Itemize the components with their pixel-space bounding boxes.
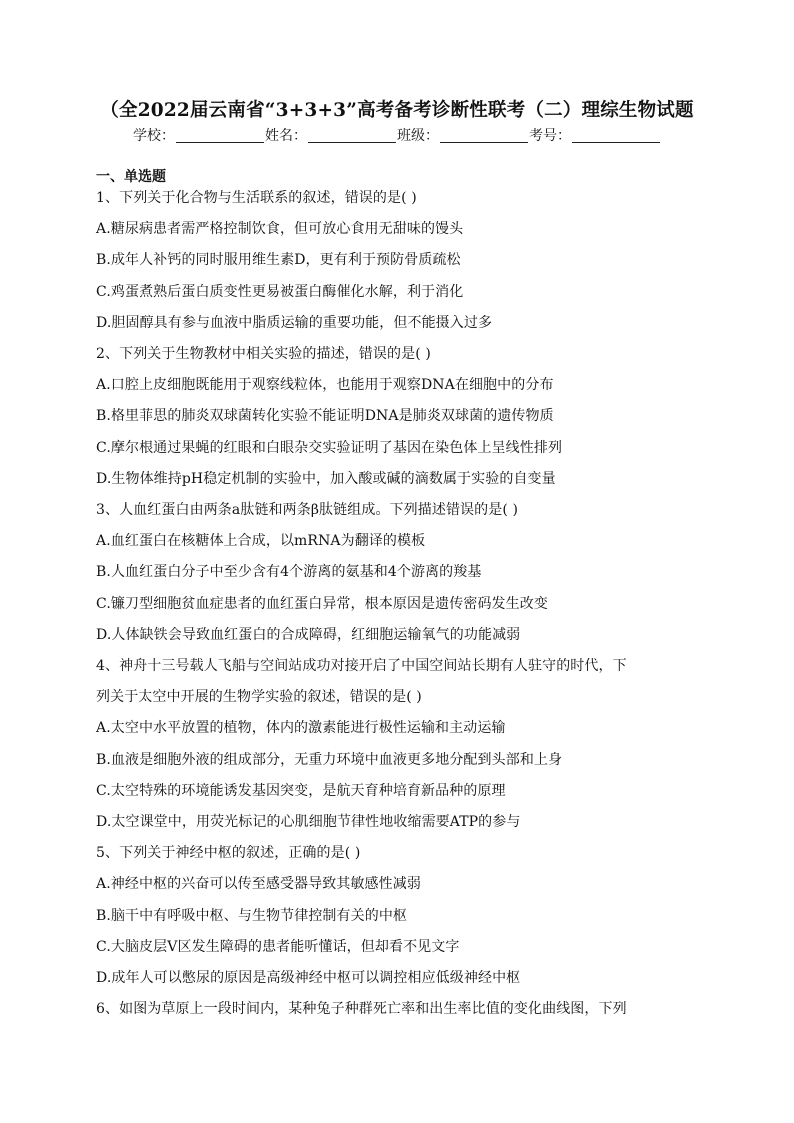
class-blank[interactable]	[440, 128, 528, 143]
answer-option: D.胆固醇具有参与血液中脂质运输的重要功能，但不能摄入过多	[96, 314, 493, 331]
answer-option: B.血液是细胞外液的组成部分，无重力环境中血液更多地分配到头部和上身	[96, 751, 563, 768]
answer-option: B.成年人补钙的同时服用维生素D，更有利于预防骨质疏松	[96, 252, 461, 269]
question-stem: 4、神舟十三号载人飞船与空间站成功对接开启了中国空间站长期有人驻守的时代，下	[96, 658, 627, 674]
school-blank[interactable]	[176, 128, 264, 143]
question-stem: 2、下列关于生物教材中相关实验的描述，错误的是( )	[96, 346, 431, 362]
exam-no-blank[interactable]	[572, 128, 660, 143]
answer-option: B.脑干中有呼吸中枢、与生物节律控制有关的中枢	[96, 907, 408, 924]
question-stem: 1、下列关于化合物与生活联系的叙述，错误的是( )	[96, 190, 417, 206]
school-label: 学校：	[133, 128, 175, 144]
name-blank[interactable]	[308, 128, 396, 143]
answer-option: C.太空特殊的环境能诱发基因突变，是航天育种培育新品种的原理	[96, 782, 506, 799]
question-stem: 3、人血红蛋白由两条a肽链和两条β肽链组成。下列描述错误的是( )	[96, 502, 519, 518]
answer-option: D.生物体维持pH稳定机制的实验中，加入酸或碱的滴数属于实验的自变量	[96, 470, 556, 487]
answer-option: C.镰刀型细胞贫血症患者的血红蛋白异常，根本原因是遗传密码发生改变	[96, 595, 548, 612]
class-label: 班级：	[397, 128, 439, 144]
answer-option: A.血红蛋白在核糖体上合成，以mRNA为翻译的模板	[96, 533, 426, 550]
student-info-row	[0, 125, 794, 145]
exam-no-label: 考号：	[529, 128, 571, 144]
question-stem-continued: 列关于太空中开展的生物学实验的叙述，错误的是( )	[96, 689, 422, 706]
document-title: （全2022届云南省“3+3+3”高考备考诊断性联考（二）理综生物试题	[100, 100, 694, 121]
answer-option: D.成年人可以憋尿的原因是高级神经中枢可以调控相应低级神经中枢	[96, 970, 521, 986]
question-stem: 6、如图为草原上一段时间内，某种兔子种群死亡率和出生率比值的变化曲线图，下列	[96, 1001, 627, 1018]
answer-option: A.口腔上皮细胞既能用于观察线粒体，也能用于观察DNA在细胞中的分布	[96, 377, 554, 394]
answer-option: C.大脑皮层V区发生障碍的患者能听懂话，但却看不见文字	[96, 938, 460, 955]
question-stem: 5、下列关于神经中枢的叙述，正确的是( )	[96, 845, 361, 862]
answer-option: C.鸡蛋煮熟后蛋白质变性更易被蛋白酶催化水解，利于消化	[96, 283, 464, 300]
answer-option: C.摩尔根通过果蝇的红眼和白眼杂交实验证明了基因在染色体上呈线性排列	[96, 439, 563, 456]
name-label: 姓名：	[265, 128, 307, 144]
section-heading: 一、单选题	[96, 169, 166, 185]
answer-option: D.人体缺铁会导致血红蛋白的合成障碍，红细胞运输氧气的功能减弱	[96, 626, 521, 643]
answer-option: A.太空中水平放置的植物，体内的激素能进行极性运输和主动运输	[96, 720, 506, 737]
answer-option: B.人血红蛋白分子中至少含有4个游离的氨基和4个游离的羧基	[96, 564, 482, 581]
answer-option: A.糖尿病患者需严格控制饮食，但可放心食用无甜味的馒头	[96, 221, 464, 238]
answer-option: D.太空课堂中，用荧光标记的心肌细胞节律性地收缩需要ATP的参与	[96, 814, 521, 830]
answer-option: A.神经中枢的兴奋可以传至感受器导致其敏感性减弱	[96, 876, 421, 893]
answer-option: B.格里菲思的肺炎双球菌转化实验不能证明DNA是肺炎双球菌的遗传物质	[96, 408, 554, 425]
